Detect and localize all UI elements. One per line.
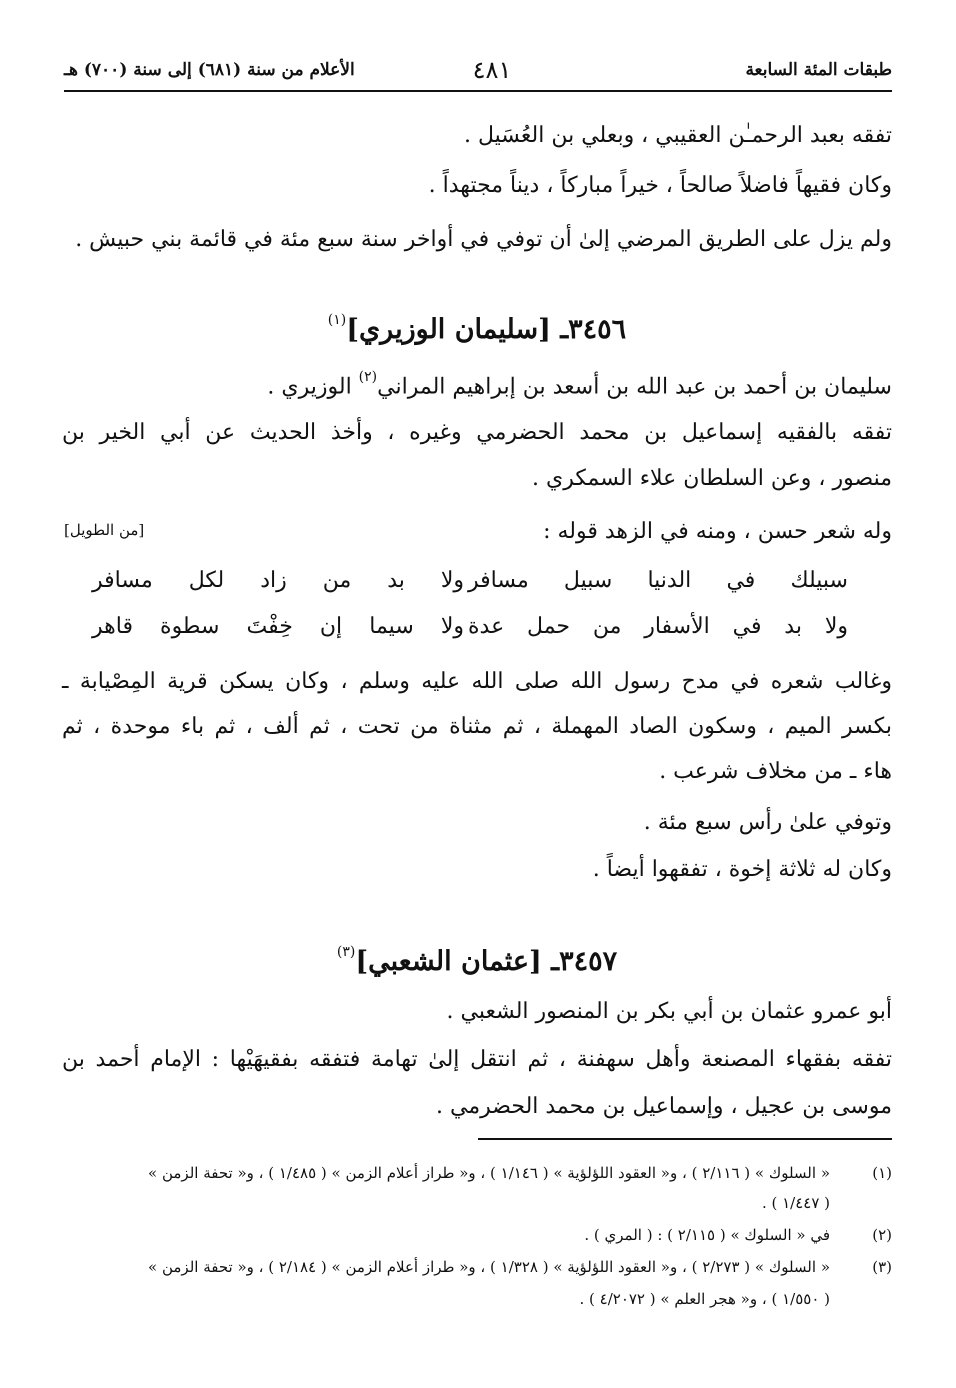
footnote-text: « السلوك » ( ٢/١١٦ ) ، و« العقود اللؤلؤية » ( ١/١٤٦ ) ، و« طراز أعلام الزمن » ( ١/٤٨٥ ) ، و« تحفة الزمن »: [148, 1164, 830, 1182]
footnote-number: (٢): [872, 1226, 892, 1244]
verse-1-first-hemistich: سبيلك في الدنيا سبيل مسافر: [468, 568, 848, 593]
footnote-text: ( ١/٤٤٧ ) .: [761, 1194, 830, 1212]
header-rule: [64, 90, 892, 92]
entry1-name-a: سليمان بن أحمد بن عبد الله بن أسعد بن إبراهيم المراني: [377, 374, 892, 400]
footnote-number: (٣): [872, 1258, 892, 1276]
intro-line-1: تفقه بعبد الرحمـٰن العقيبي ، وبعلي بن العُسَيل .: [464, 123, 892, 148]
running-head-right: طبقات المئة السابعة: [745, 60, 892, 80]
entry-title-text: ٣٤٥٧ـ [عثمان الشعبي]: [355, 946, 618, 977]
footnote-rule: [478, 1138, 892, 1140]
entry1-name-b: الوزيري .: [267, 374, 359, 400]
page-number: ٤٨١: [472, 56, 512, 84]
footnote-text: « السلوك » ( ٢/٢٧٣ ) ، و« العقود اللؤلؤية » ( ١/٣٢٨ ) ، و« طراز أعلام الزمن » ( ٢/١٨٤ ) ، و« تحفة الزمن »: [148, 1258, 830, 1276]
entry1-para1-line1: تفقه بالفقيه إسماعيل بن محمد الحضرمي وغيره ، وأخذ الحديث عن أبي الخير بن: [62, 420, 892, 445]
footnote-ref: (١): [327, 312, 347, 328]
entry-title-3456: [62, 304, 892, 350]
entry1-para2-line1: وغالب شعره في مدح رسول الله صلى الله عليه وسلم ، وكان يسكن قرية المِصْيابة ـ: [62, 669, 892, 694]
intro-line-2: وكان فقيهاً فاضلاً صالحاً ، خيراً مباركاً ، ديناً مجتهداً .: [428, 173, 892, 198]
running-head-left: الأعلام من سنة (٦٨١) إلى سنة (٧٠٠) هـ: [64, 60, 355, 80]
footnote-ref: (٣): [336, 944, 356, 960]
entry1-para2-line3: هاء ـ من مخلاف شرعب .: [659, 759, 892, 784]
verse-2-first-hemistich: ولا بد في الأسفار من حمل عدة: [468, 614, 848, 639]
entry2-para-line2: موسى بن عجيل ، وإسماعيل بن محمد الحضرمي .: [436, 1094, 892, 1119]
poetry-meter: [من الطويل]: [64, 521, 145, 539]
verse-1-second-hemistich: ولا بد من زاد لكل مسافر: [92, 568, 464, 593]
poetry-intro: وله شعر حسن ، ومنه في الزهد قوله :: [543, 519, 892, 544]
page-header: [64, 52, 892, 92]
verse-2-second-hemistich: ولا سيما إن خِفْتَ سطوة قاهر: [92, 614, 464, 639]
entry1-name-line: [62, 366, 892, 402]
intro-line-3: ولم يزل على الطريق المرضي إلىٰ أن توفي في أواخر سنة سبع مئة في قائمة بني حبيش .: [75, 227, 892, 252]
entry-title-3457: [62, 936, 892, 982]
entry1-para1-line2: منصور ، وعن السلطان علاء السمكري .: [532, 466, 892, 491]
footnote-ref: (٢): [358, 369, 378, 385]
footnote-number: (١): [872, 1164, 892, 1182]
entry2-para-line1: تفقه بفقهاء المصنعة وأهل سهفنة ، ثم انتقل إلىٰ تهامة فتفقه بفقيهَيْها : الإمام أحمد بن: [62, 1047, 892, 1072]
entry2-name-line: أبو عمرو عثمان بن أبي بكر بن المنصور الشعبي .: [446, 999, 892, 1024]
footnote-text: ( ١/٥٥٠ ) ، و« هجر العلم » ( ٤/٢٠٧٢ ) .: [579, 1290, 830, 1308]
entry1-para2-line2: بكسر الميم ، وسكون الصاد المهملة ، ثم مثناة من تحت ، ثم ألف ، ثم باء موحدة ، ثم: [62, 714, 892, 739]
footnote-text: في « السلوك » ( ٢/١١٥ ) : ( المري ) .: [584, 1226, 830, 1244]
entry-title-text: ٣٤٥٦ـ [سليمان الوزيري]: [346, 314, 627, 345]
entry1-death: وتوفي علىٰ رأس سبع مئة .: [643, 810, 892, 835]
entry1-brothers: وكان له ثلاثة إخوة ، تفقهوا أيضاً .: [592, 857, 892, 882]
